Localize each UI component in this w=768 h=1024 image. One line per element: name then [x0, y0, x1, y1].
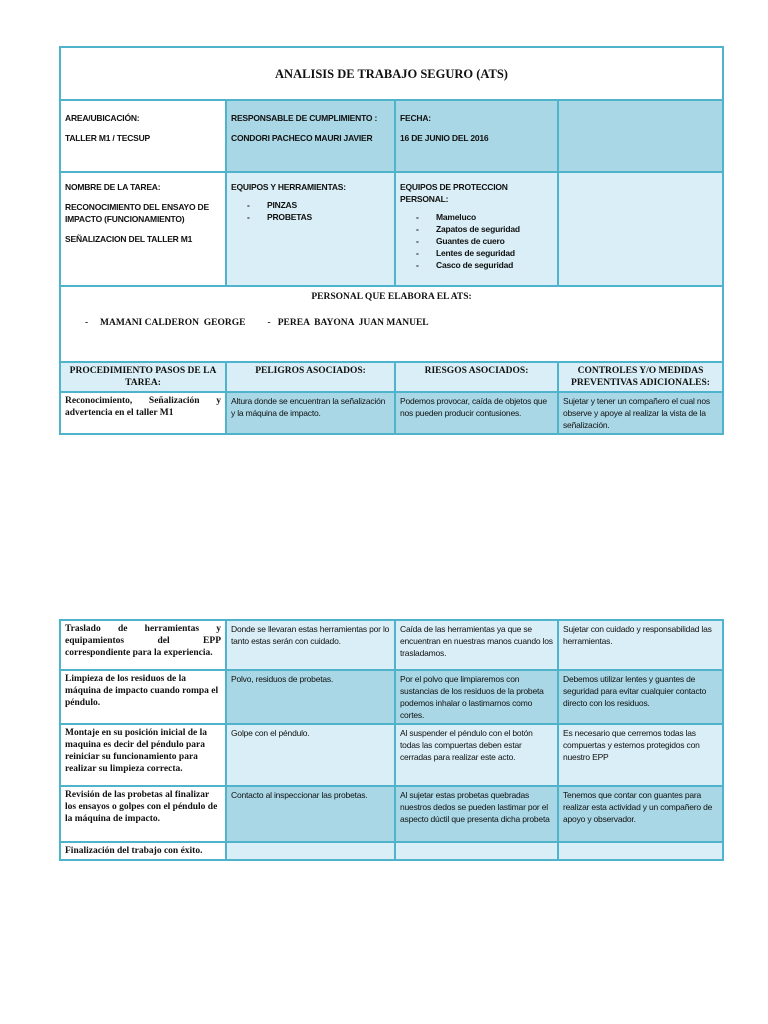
control-cell: Es necesario que cerremos todas las compuertas y estemos protegidos con nuestro EPP — [558, 724, 723, 786]
paso-cell: Finalización del trabajo con éxito. — [60, 842, 226, 860]
equipos-list — [231, 199, 390, 223]
area-label: AREA/UBICACIÓN: — [65, 113, 140, 123]
personal-label: PERSONAL QUE ELABORA EL ATS: — [311, 292, 472, 302]
list-item: - Lentes de seguridad — [416, 247, 553, 259]
col-header-peligros: PELIGROS ASOCIADOS: — [226, 362, 395, 392]
peligro-cell: Contacto al inspeccionar las probetas. — [226, 786, 395, 842]
ats-header-table — [59, 46, 724, 435]
empty-cell — [558, 100, 723, 172]
tarea-value-1: RECONOCIMIENTO DEL ENSAYO DE IMPACTO (FUNCIONAMIENTO) — [65, 202, 209, 224]
document-title: ANALISIS DE TRABAJO SEGURO (ATS) — [60, 47, 723, 100]
fecha-label: FECHA: — [400, 113, 431, 123]
tarea-label: NOMBRE DE LA TAREA: — [65, 182, 161, 192]
epp-list — [400, 211, 553, 271]
responsable-cell — [226, 100, 395, 172]
fecha-cell — [395, 100, 558, 172]
list-item: - Casco de seguridad — [416, 259, 553, 271]
paso-cell: Traslado de herramientas y equipamientos del EPP correspondiente para la experiencia. — [60, 620, 226, 670]
paso-cell: Limpieza de los residuos de la máquina de impacto cuando rompa el péndulo. — [60, 670, 226, 724]
col-header-controles: CONTROLES Y/O MEDIDAS PREVENTIVAS ADICIONALES: — [558, 362, 723, 392]
tarea-value-2: SEÑALIZACION DEL TALLER M1 — [65, 234, 193, 244]
paso-cell: Revisión de las probetas al finalizar los ensayos o golpes con el péndulo de la máquina de impacto. — [60, 786, 226, 842]
responsable-value: CONDORI PACHECO MAURI JAVIER — [231, 133, 373, 143]
epp-label: EQUIPOS DE PROTECCION PERSONAL: — [400, 182, 508, 204]
epp-cell — [395, 172, 558, 286]
list-item: - Zapatos de seguridad — [416, 223, 553, 235]
personal-member: - PEREA BAYONA JUAN MANUEL — [267, 318, 429, 328]
table-row — [60, 670, 723, 724]
personal-members — [65, 317, 718, 329]
table-row — [60, 620, 723, 670]
personal-member: - MAMANI CALDERON GEORGE — [85, 318, 246, 328]
equipos-label: EQUIPOS Y HERRAMIENTAS: — [231, 182, 346, 192]
table-row — [60, 392, 723, 434]
col-header-procedimiento: PROCEDIMIENTO PASOS DE LA TAREA: — [60, 362, 226, 392]
control-cell: Sujetar con cuidado y responsabilidad las herramientas. — [558, 620, 723, 670]
responsable-label: RESPONSABLE DE CUMPLIMIENTO : — [231, 113, 378, 123]
tarea-cell — [60, 172, 226, 286]
list-item: - PINZAS — [247, 199, 390, 211]
control-cell: Sujetar y tener un compañero el cual nos observe y apoye al realizar la vista de la señalización. — [558, 392, 723, 434]
col-header-riesgos: RIESGOS ASOCIADOS: — [395, 362, 558, 392]
riesgo-cell: Al suspender el péndulo con el botón todas las compuertas deben estar cerradas para realizar este acto. — [395, 724, 558, 786]
personal-cell — [60, 286, 723, 362]
table-row — [60, 786, 723, 842]
paso-cell: Montaje en su posición inicial de la maquina es decir del péndulo para reiniciar su funcionamiento para realizar su limpieza correcta. — [60, 724, 226, 786]
list-item: - Mameluco — [416, 211, 553, 223]
peligro-cell: Golpe con el péndulo. — [226, 724, 395, 786]
riesgo-cell: Por el polvo que limpiaremos con sustancias de los residuos de la probeta podemos inhalar o lastimarnos como cortes. — [395, 670, 558, 724]
area-cell — [60, 100, 226, 172]
list-item: - Guantes de cuero — [416, 235, 553, 247]
list-item: - PROBETAS — [247, 211, 390, 223]
riesgo-cell — [395, 842, 558, 860]
paso-cell: Reconocimiento, Señalización y advertencia en el taller M1 — [60, 392, 226, 434]
control-cell: Debemos utilizar lentes y guantes de seguridad para evitar cualquier contacto directo con los residuos. — [558, 670, 723, 724]
riesgo-cell: Caída de las herramientas ya que se encuentran en nuestras manos cuando los trasladamos. — [395, 620, 558, 670]
table-row — [60, 842, 723, 860]
table-row — [60, 724, 723, 786]
area-value: TALLER M1 / TECSUP — [65, 133, 151, 143]
riesgo-cell: Podemos provocar, caída de objetos que nos pueden producir contusiones. — [395, 392, 558, 434]
empty-cell — [558, 172, 723, 286]
ats-steps-table — [59, 619, 724, 861]
riesgo-cell: Al sujetar estas probetas quebradas nuestros dedos se pueden lastimar por el aspecto dúctil que presenta dicha probeta — [395, 786, 558, 842]
control-cell — [558, 842, 723, 860]
equipos-cell — [226, 172, 395, 286]
control-cell: Tenemos que contar con guantes para realizar esta actividad y un compañero de apoyo y observador. — [558, 786, 723, 842]
fecha-value: 16 DE JUNIO DEL 2016 — [400, 133, 489, 143]
peligro-cell: Altura donde se encuentran la señalización y la máquina de impacto. — [226, 392, 395, 434]
peligro-cell: Polvo, residuos de probetas. — [226, 670, 395, 724]
peligro-cell: Donde se llevaran estas herramientas por lo tanto estas serán con cuidado. — [226, 620, 395, 670]
peligro-cell — [226, 842, 395, 860]
